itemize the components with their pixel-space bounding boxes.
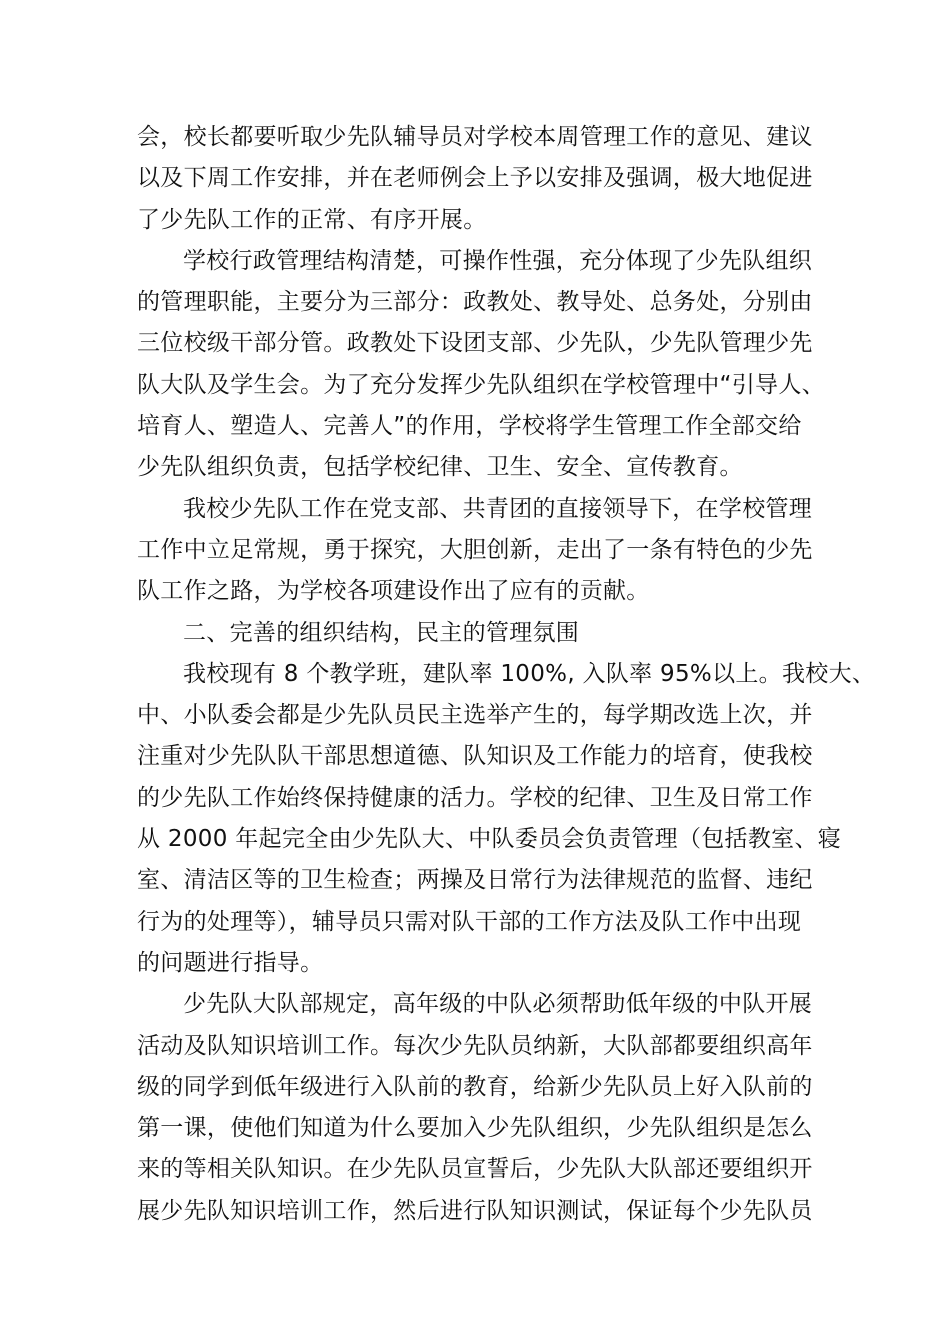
paragraph-5 — [137, 984, 837, 1232]
text-line: 的管理职能，主要分为三部分：政教处、教导处、总务处，分别由 — [137, 289, 813, 316]
text-line: 工作中立足常规，勇于探究，大胆创新，走出了一条有特色的少先 — [137, 536, 813, 563]
text-line: 展少先队知识培训工作，然后进行队知识测试，保证每个少先队员 — [137, 1197, 813, 1224]
section-heading — [137, 613, 837, 654]
text-line: 中、小队委会都是少先队员民主选举产生的，每学期改选上次，并 — [137, 702, 813, 729]
paragraph-1 — [137, 117, 837, 241]
text-line: 了少先队工作的正常、有序开展。 — [137, 206, 487, 233]
text-line: 的问题进行指导。 — [137, 949, 324, 976]
text-line: 室、清洁区等的卫生检查；两操及日常行为法律规范的监督、违纪 — [137, 867, 813, 894]
text-line: 少先队大队部规定，高年级的中队必须帮助低年级的中队开展 — [183, 991, 813, 1018]
text-line: 第一课，使他们知道为什么要加入少先队组织，少先队组织是怎么 — [137, 1115, 813, 1142]
text-line: 活动及队知识培训工作。每次少先队员纳新，大队部都要组织高年 — [137, 1032, 813, 1059]
text-line: 队工作之路，为学校各项建设作出了应有的贡献。 — [137, 578, 650, 605]
paragraph-2 — [137, 241, 837, 489]
paragraph-4 — [137, 654, 876, 984]
text-line: 的少先队工作始终保持健康的活力。学校的纪律、卫生及日常工作 — [137, 784, 813, 811]
text-line: 培育人、塑造人、完善人”的作用，学校将学生管理工作全部交给 — [137, 413, 802, 440]
document-body — [137, 117, 876, 1232]
text-line: 三位校级干部分管。政教处下设团支部、少先队，少先队管理少先 — [137, 330, 813, 357]
text-line: 我校少先队工作在党支部、共青团的直接领导下，在学校管理 — [183, 495, 813, 522]
text-line: 行为的处理等），辅导员只需对队干部的工作方法及队工作中出现 — [137, 908, 802, 935]
section-heading-text: 二、完善的组织结构，民主的管理氛围 — [183, 619, 580, 646]
text-line: 会，校长都要听取少先队辅导员对学校本周管理工作的意见、建议 — [137, 124, 813, 150]
text-line: 注重对少先队队干部思想道德、队知识及工作能力的培育，使我校 — [137, 743, 813, 770]
text-line: 来的等相关队知识。在少先队员宣誓后，少先队大队部还要组织开 — [137, 1156, 813, 1183]
text-line: 从 2000 年起完全由少先队大、中队委员会负责管理（包括教室、寝 — [137, 826, 842, 853]
text-line: 以及下周工作安排，并在老师例会上予以安排及强调，极大地促进 — [137, 165, 813, 192]
text-line: 队大队及学生会。为了充分发挥少先队组织在学校管理中“引导人、 — [137, 371, 825, 398]
text-line: 我校现有 8 个教学班，建队率 100%, 入队率 95%以上。我校大、 — [183, 660, 876, 687]
paragraph-3 — [137, 489, 837, 613]
text-line: 学校行政管理结构清楚，可操作性强，充分体现了少先队组织 — [183, 247, 813, 274]
text-line: 少先队组织负责，包括学校纪律、卫生、安全、宣传教育。 — [137, 454, 743, 481]
text-line: 级的同学到低年级进行入队前的教育，给新少先队员上好入队前的 — [137, 1073, 813, 1100]
